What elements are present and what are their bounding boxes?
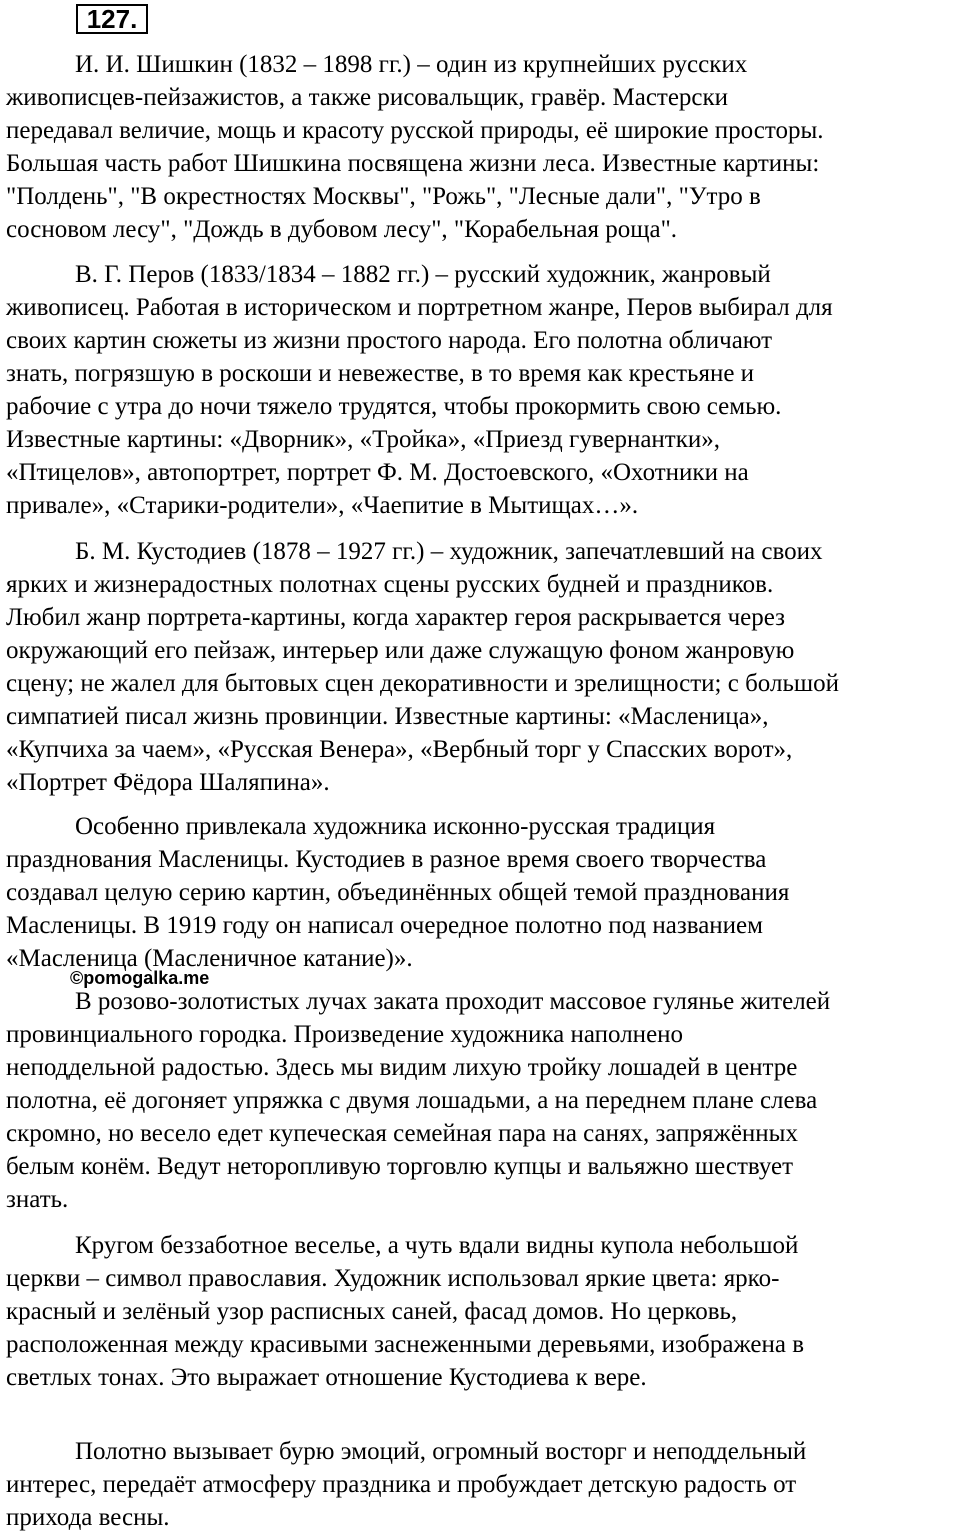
text-line: Масленицы. В 1919 году он написал очередное полотно под названием [6, 912, 763, 939]
paragraph-church [6, 1229, 960, 1394]
text-line: знать, погрязшую в роскоши и невежестве, в то время как крестьяне и [6, 360, 755, 387]
text-line: создавал целую серию картин, объединённых общей темой празднования [6, 879, 790, 906]
text-line: сцену; не жалел для бытовых сцен декоративности и зрелищности; с большой [6, 670, 839, 697]
text-line: светлых тонах. Это выражает отношение Кустодиева к вере. [6, 1364, 647, 1391]
text-line: привале», «Старики-родители», «Чаепитие в Мытищах…». [6, 492, 639, 519]
text-line: живописец. Работая в историческом и портретном жанре, Перов выбирал для [6, 294, 833, 321]
text-line: полотна, её догоняет упряжка с двумя лошадьми, а на переднем плане слева [6, 1087, 818, 1114]
watermark: ©pomogalka.me [70, 968, 210, 988]
text-line: симпатией писал жизнь провинции. Известные картины: «Масленица», [6, 703, 769, 730]
text-line: окружающий его пейзаж, интерьер или даже служащую фоном жанровую [6, 637, 795, 664]
text-line: расположенная между красивыми заснеженными деревьями, изображена в [6, 1331, 805, 1358]
text-line: живописцев-пейзажистов, а также рисовальщик, гравёр. Мастерски [6, 84, 729, 111]
text-line: «Купчиха за чаем», «Русская Венера», «Вербный торг у Спасских ворот», [6, 736, 793, 763]
text-line: передавал величие, мощь и красоту русской природы, её широкие просторы. [6, 117, 824, 144]
text-line: празднования Масленицы. Кустодиев в разное время своего творчества [6, 846, 767, 873]
text-line: «Портрет Фёдора Шаляпина». [6, 769, 330, 796]
text-line: неподдельной радостью. Здесь мы видим лихую тройку лошадей в центре [6, 1054, 798, 1081]
text-line: скромно, но весело едет купеческая семейная пара на санях, запряжённых [6, 1120, 798, 1147]
text-line: провинциального городка. Произведение художника наполнено [6, 1021, 684, 1048]
text-line: И. И. Шишкин (1832 – 1898 гг.) – один из крупнейших русских [75, 51, 748, 78]
text-line: рабочие с утра до ночи тяжело трудятся, чтобы прокормить свою семью. [6, 393, 782, 420]
text-line: прихода весны. [6, 1504, 170, 1531]
exercise-number: 127. [76, 4, 148, 34]
text-line: «Птицелов», автопортрет, портрет Ф. М. Достоевского, «Охотники на [6, 459, 749, 486]
text-line: «Масленица (Масленичное катание)». [6, 945, 413, 972]
text-line: Любил жанр портрета-картины, когда характер героя раскрывается через [6, 604, 786, 631]
text-line: Большая часть работ Шишкина посвящена жизни леса. Известные картины: [6, 150, 820, 177]
text-line: Полотно вызывает бурю эмоций, огромный восторг и неподдельный [75, 1438, 807, 1465]
paragraph-painting-description [6, 985, 960, 1216]
text-line: сосновом лесу", "Дождь в дубовом лесу", "Корабельная роща". [6, 216, 678, 243]
paragraph-shishkin [6, 48, 960, 246]
text-line: "Полдень", "В окрестностях Москвы", "Рожь", "Лесные дали", "Утро в [6, 183, 761, 210]
text-line: интерес, передаёт атмосферу праздника и пробуждает детскую радость от [6, 1471, 797, 1498]
text-line: В розово-золотистых лучах заката проходит массовое гулянье жителей [75, 988, 831, 1015]
text-line: знать. [6, 1186, 69, 1213]
paragraph-kustodiev [6, 535, 960, 799]
text-line: Известные картины: «Дворник», «Тройка», «Приезд гувернантки», [6, 426, 721, 453]
text-line: ярких и жизнерадостных полотнах сцены русских будней и праздников. [6, 571, 774, 598]
paragraph-perov [6, 258, 960, 522]
text-line: Особенно привлекала художника исконно-русская традиция [75, 813, 716, 840]
text-line: Кругом беззаботное веселье, а чуть вдали видны купола небольшой [75, 1232, 799, 1259]
text-line: красный и зелёный узор расписных саней, фасад домов. Но церковь, [6, 1298, 738, 1325]
text-line: своих картин сюжеты из жизни простого народа. Его полотна обличают [6, 327, 773, 354]
text-line: В. Г. Перов (1833/1834 – 1882 гг.) – русский художник, жанровый [75, 261, 771, 288]
paragraph-conclusion [6, 1435, 960, 1534]
text-line: Б. М. Кустодиев (1878 – 1927 гг.) – художник, запечатлевший на своих [75, 538, 823, 565]
text-line: церкви – символ православия. Художник использовал яркие цвета: ярко- [6, 1265, 780, 1292]
paragraph-maslenitsa-tradition [6, 810, 960, 975]
text-line: белым конём. Ведут неторопливую торговлю купцы и вальяжно шествует [6, 1153, 794, 1180]
